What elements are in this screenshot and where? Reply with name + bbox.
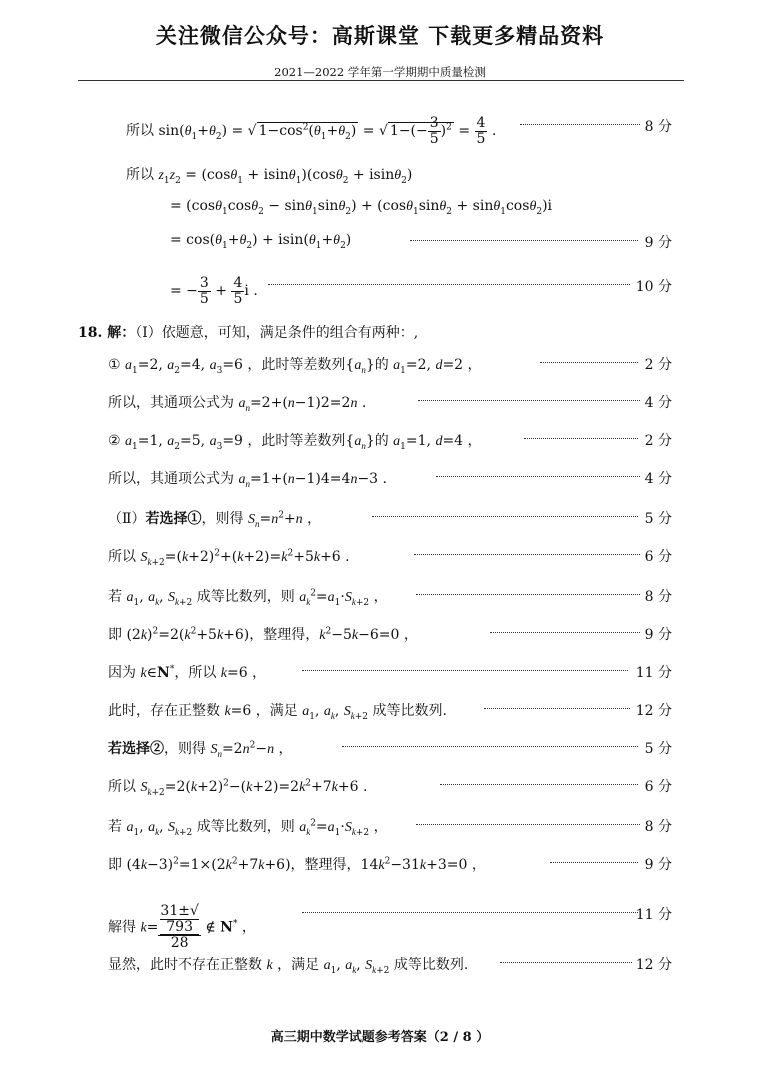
- answer-line-11: [0, 504, 760, 534]
- header-divider: [78, 80, 684, 81]
- answer-line-1: [0, 112, 760, 147]
- answer-line-20: [0, 850, 760, 880]
- answer-line-14: [0, 620, 760, 650]
- answer-line-5: [0, 272, 760, 307]
- answer-line-8: [0, 388, 760, 418]
- score-label: 12 分: [635, 957, 672, 973]
- promo-banner: 关注微信公众号：高斯课堂 下载更多精品资料: [155, 24, 605, 48]
- answer-line-18: [0, 772, 760, 802]
- score-label: 5 分: [644, 511, 672, 527]
- score-label: 10 分: [635, 279, 672, 295]
- dotted-leader: [372, 516, 638, 517]
- score-label: 6 分: [644, 549, 672, 565]
- dotted-leader: [418, 400, 640, 401]
- dotted-leader: [268, 284, 630, 285]
- dotted-leader: [520, 124, 640, 125]
- answer-line-4: [0, 228, 760, 258]
- math-expression: 若 $a_1$, $a_k$, $S_{k+2}$ 成等比数列，则 $a_k^2=a_1\cdot S_{k+2}$ ，: [108, 588, 388, 608]
- math-expression: 即 $(4k-3)^2=1\times(2k^2+7k+6)$，整理得，$14k^2-31k+3=0$ ，: [108, 856, 486, 873]
- answer-line-2: [0, 160, 760, 190]
- dotted-leader: [500, 962, 632, 963]
- question-heading: 18. 解：（Ⅰ）依题意，可知，满足条件的组合有两种：,: [78, 325, 419, 341]
- dotted-leader: [484, 708, 630, 709]
- answer-line-17: [0, 734, 760, 764]
- dotted-leader: [540, 362, 638, 363]
- score-label: 11 分: [635, 907, 672, 923]
- dotted-leader: [490, 632, 640, 633]
- answer-line-21: [0, 900, 760, 952]
- score-label: 8 分: [644, 819, 672, 835]
- math-expression: 此时，存在正整数 k=6 ，满足 $a_1$, $a_k$, $S_{k+2}$ 成等比数列.: [108, 703, 447, 722]
- score-label: 2 分: [644, 433, 672, 449]
- answer-line-10: [0, 464, 760, 494]
- math-expression: = (cosθ$_1$cosθ$_2$ − sinθ$_1$sinθ$_2$) + (cosθ$_1$sinθ$_2$ + sinθ$_1$cosθ$_2$)i: [170, 198, 553, 217]
- math-expression: 若 $a_1$, $a_k$, $S_{k+2}$ 成等比数列，则 $a_k^2=a_1\cdot S_{k+2}$ ，: [108, 818, 388, 838]
- dotted-leader: [414, 554, 640, 555]
- math-expression: ① $a_1=2$, $a_2=4$, $a_3=6$ ，此时等差数列$\{a_n\}$的 $a_1=2$, d=2 ，: [108, 357, 482, 376]
- score-label: 9 分: [644, 857, 672, 873]
- page-footer: 高三期中数学试题参考答案（2 / 8 ）: [270, 1030, 490, 1045]
- math-expression: 所以，其通项公式为 $a_n=2+(n-1)2=2n$ .: [108, 395, 367, 413]
- score-label: 11 分: [635, 665, 672, 681]
- answer-line-19: [0, 812, 760, 842]
- score-label: 2 分: [644, 357, 672, 373]
- math-expression: （Ⅱ）若选择①，则得 $S_n=n^2+n$ ，: [108, 510, 322, 529]
- dotted-leader: [342, 746, 638, 747]
- answer-line-16: [0, 696, 760, 726]
- dotted-leader: [550, 862, 638, 863]
- dotted-leader: [416, 824, 640, 825]
- score-label: 8 分: [644, 589, 672, 605]
- score-label: 4 分: [644, 471, 672, 487]
- score-label: 4 分: [644, 395, 672, 411]
- exam-subtitle: 2021—2022 学年第一学期期中质量检测: [274, 65, 486, 79]
- dotted-leader: [410, 240, 638, 241]
- dotted-leader: [416, 594, 640, 595]
- math-expression: 所以 $S_{k+2}=2(k+2)^2-(k+2)=2k^2+7k+6$ .: [108, 778, 368, 798]
- answer-line-7: [0, 350, 760, 380]
- dotted-leader: [302, 670, 628, 671]
- math-expression: 解得 k= 31±√ 793 28 ∉ N* ，: [108, 903, 256, 952]
- score-label: 9 分: [644, 627, 672, 643]
- answer-line-9: [0, 426, 760, 456]
- math-expression: 所以 $z_1z_2 = (\cos\theta_1 + isin\theta_1)(\cos\theta_2 + isin\theta_2)$: [126, 167, 413, 186]
- math-expression: 即 $(2k)^2=2(k^2+5k+6)$，整理得，$k^2-5k-6=0$ ，: [108, 626, 418, 643]
- dotted-leader: [436, 476, 640, 477]
- answer-line-22: [0, 950, 760, 980]
- dotted-leader: [440, 784, 638, 785]
- answer-line-3: [0, 194, 760, 224]
- answer-line-12: [0, 542, 760, 572]
- score-label: 6 分: [644, 779, 672, 795]
- math-expression: = − $\frac{3}{5}$ + $\frac{4}{5}$ i .: [170, 275, 258, 307]
- answer-line-13: [0, 582, 760, 612]
- math-expression: 所以 $\sin(\theta_1+\theta_2)$ = √ $1-\cos^2(\theta_1+\theta_2)$ = √ 1−(− $\frac{3}{5}$ )$^2$ = $\frac{4}{5}$ .: [126, 115, 497, 147]
- math-expression: 若选择②，则得 $S_n=2n^2-n$ ，: [108, 740, 293, 759]
- dotted-leader: [524, 438, 638, 439]
- score-label: 5 分: [644, 741, 672, 757]
- answer-line-6: [0, 318, 760, 348]
- score-label: 8 分: [644, 119, 672, 135]
- answer-line-15: [0, 658, 760, 688]
- math-expression: = $\cos(\theta_1+\theta_2) + isin(\theta_1+\theta_2)$: [170, 232, 352, 251]
- score-label: 9 分: [644, 235, 672, 251]
- math-expression: ② $a_1=1$, $a_2=5$, $a_3=9$ ，此时等差数列$\{a_n\}$的 $a_1=1$, d=4 ，: [108, 433, 482, 452]
- dotted-leader: [302, 912, 638, 913]
- score-label: 12 分: [635, 703, 672, 719]
- math-expression: 因为 k∈N*，所以 k=6 ，: [108, 664, 267, 681]
- math-expression: 所以 $S_{k+2}=(k+2)^2+(k+2)=k^2+5k+6$ .: [108, 548, 350, 568]
- math-expression: 所以，其通项公式为 $a_n=1+(n-1)4=4n-3$ .: [108, 471, 387, 489]
- math-expression: 显然，此时不存在正整数 k ，满足 $a_1$, $a_k$, $S_{k+2}$ 成等比数列.: [108, 957, 469, 976]
